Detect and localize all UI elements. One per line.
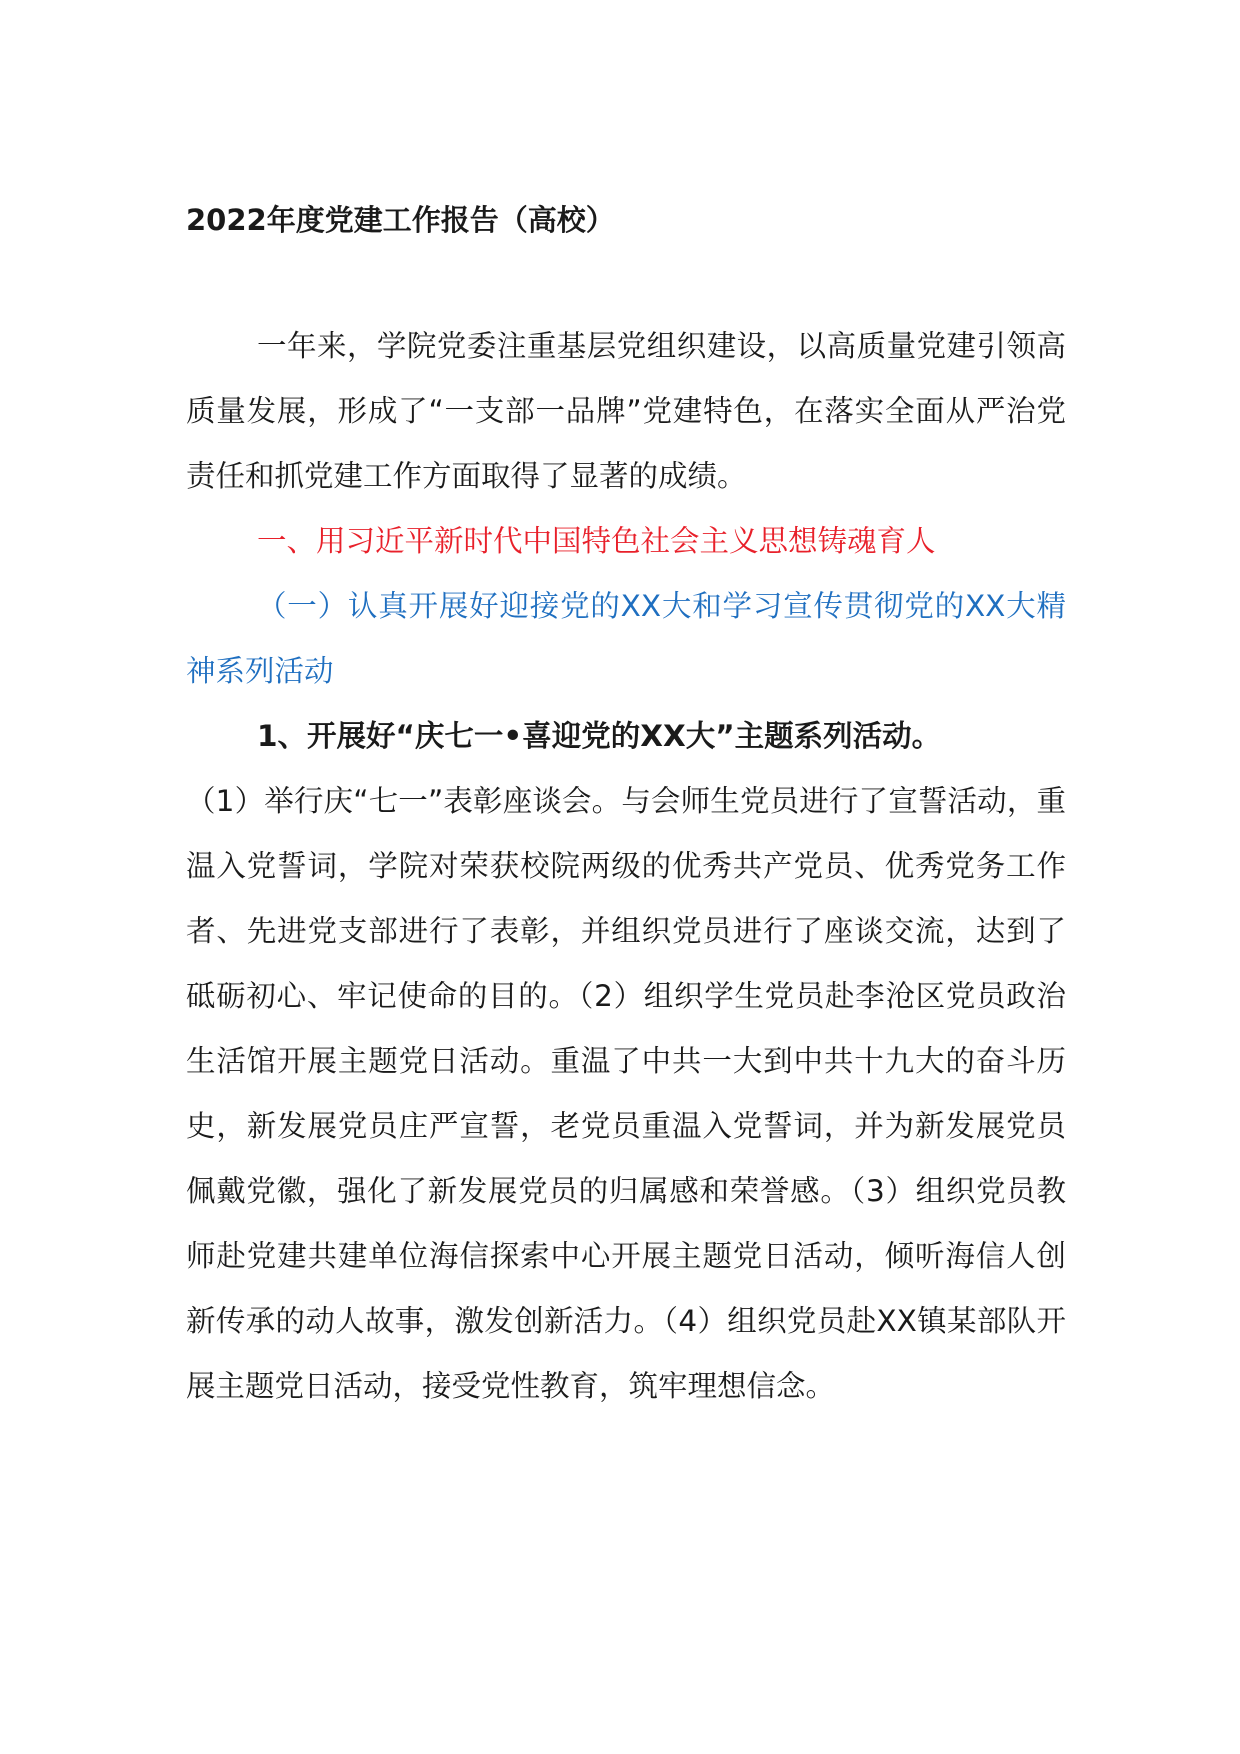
document-title: 2022年度党建工作报告（高校） xyxy=(186,203,615,237)
item-body-paragraph: （1）举行庆“七一”表彰座谈会。与会师生党员进行了宣誓活动，重温入党誓词，学院对荣获校院两级的优秀共产党员、优秀党务工作者、先进党支部进行了表彰，并组织党员进行了座谈交流，达到了砥砺初心、牢记使命的目的。（2）组织学生党员赴李沧区党员政治生活馆开展主题党日活动。重温了中共一大到中共十九大的奋斗历史，新发展党员庄严宣誓，老党员重温入党誓词，并为新发展党员佩戴党徽，强化了新发展党员的归属感和荣誉感。（3）组织党员教师赴党建共建单位海信探索中心开展主题党日活动，倾听海信人创新传承的动人故事，激发创新活力。（4）组织党员赴XX镇某部队开展主题党日活动，接受党性教育，筑牢理想信念。 xyxy=(186,784,1066,1403)
intro-paragraph: 一年来，学院党委注重基层党组织建设，以高质量党建引领高质量发展，形成了“一支部一品牌”党建特色，在落实全面从严治党责任和抓党建工作方面取得了显著的成绩。 xyxy=(186,329,1066,493)
section-heading: 一、用习近平新时代中国特色社会主义思想铸魂育人 xyxy=(257,524,936,558)
item-heading: 1、开展好“庆七一•喜迎党的XX大”主题系列活动。 xyxy=(257,719,942,753)
subsection-heading: （一）认真开展好迎接党的XX大和学习宣传贯彻党的XX大精神系列活动 xyxy=(186,589,1066,688)
